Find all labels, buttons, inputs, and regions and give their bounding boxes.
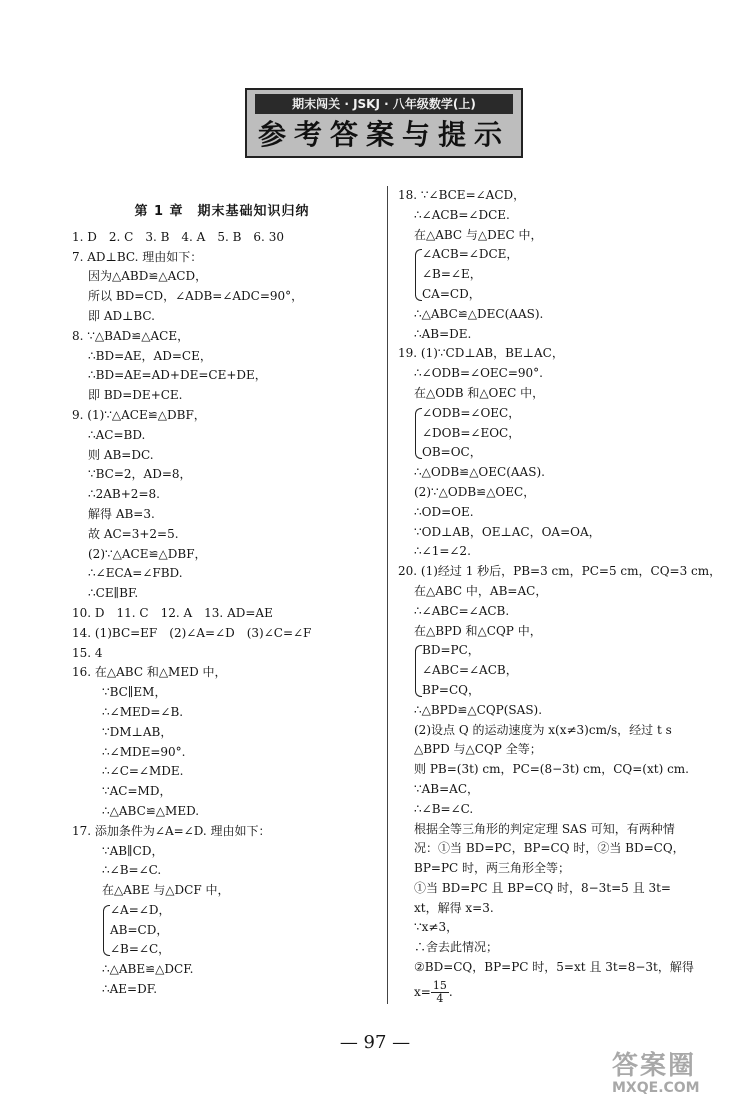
answer-line: ∠A=∠D， xyxy=(110,902,171,917)
brace-system xyxy=(414,245,713,304)
answer-line: OB=OC， xyxy=(422,445,482,460)
answer-line: ①当 BD=PC 且 BP=CQ 时，8−3t=5 且 3t= xyxy=(414,880,671,895)
answer-line: ∴CE∥BF. xyxy=(88,586,139,601)
answer-line: CA=CD， xyxy=(422,286,481,301)
answer-line: 7. AD⊥BC. 理由如下： xyxy=(72,249,203,264)
brace-system xyxy=(414,404,713,463)
chapter-title: 第 1 章 期末基础知识归纳 xyxy=(134,204,310,219)
answer-line: 9. (1)∵△ACE≌△DBF， xyxy=(72,407,206,422)
answer-line: 18. ∵∠BCE=∠ACD， xyxy=(398,188,526,202)
answer-line: 解得 AB=3. xyxy=(88,506,155,521)
answer-line-fraction xyxy=(398,980,713,1005)
right-column xyxy=(398,186,722,1005)
answer-line: 则 AB=DC. xyxy=(88,447,154,462)
answer-line: 即 BD=DE+CE. xyxy=(88,388,183,403)
answer-line: △BPD 与△CQP 全等； xyxy=(414,742,542,757)
answer-line: AB=CD， xyxy=(110,922,169,937)
banner-subtitle: 期末闯关 · JSKJ · 八年级数学(上) xyxy=(255,94,513,114)
answer-line: ∴AC=BD. xyxy=(88,427,146,442)
answer-line: 则 PB=(3t) cm，PC=(8−3t) cm，CQ=(xt) cm. xyxy=(414,762,689,777)
answer-line: ∠B=∠C， xyxy=(110,942,171,957)
answer-line: ∴∠MED=∠B. xyxy=(102,704,184,719)
answer-line: (2)∵△ODB≌△OEC， xyxy=(414,484,536,499)
answer-line: 在△ABC 与△DEC 中， xyxy=(414,227,543,242)
fraction-tail: . xyxy=(448,984,453,999)
left-column xyxy=(72,202,372,1000)
page-number: — 97 — xyxy=(339,1032,411,1053)
answer-line: ∵OD⊥AB，OE⊥AC，OA=OA， xyxy=(414,524,601,539)
answer-line: ∴∠1=∠2. xyxy=(414,544,471,559)
answer-line: (2)设点 Q 的运动速度为 x(x≠3)cm/s，经过 t s xyxy=(414,722,672,737)
answer-line: BP=PC 时，两三角形全等； xyxy=(414,861,571,876)
watermark-logo xyxy=(612,1052,700,1096)
answer-line: ∴舍去此情况； xyxy=(414,940,499,955)
answer-line: ∠B=∠E， xyxy=(422,267,482,282)
answer-line: ∵BC∥EM， xyxy=(102,685,167,700)
answer-line: 19. (1)∵CD⊥AB，BE⊥AC， xyxy=(398,346,564,361)
answer-line: 况：①当 BD=PC，BP=CQ 时，②当 BD=CQ， xyxy=(414,841,685,856)
answer-line: ∴∠ECA=∠FBD. xyxy=(88,566,183,581)
fraction xyxy=(431,980,449,1005)
answer-line: ∴∠B=∠C. xyxy=(102,863,162,878)
answer-line: ∴∠B=∠C. xyxy=(414,801,474,816)
answer-line: 即 AD⊥BC. xyxy=(88,308,155,323)
answer-line: ∴AE=DF. xyxy=(102,982,158,997)
answer-line: BP=CQ， xyxy=(422,682,480,697)
answer-line: ∴△ABE≌△DCF. xyxy=(102,962,194,977)
answer-line: xt，解得 x=3. xyxy=(414,900,494,915)
answer-line: ∴∠ODB=∠OEC=90°. xyxy=(414,366,543,381)
answer-text: x= xyxy=(414,984,431,999)
answer-line: ∠DOB=∠EOC， xyxy=(422,425,521,440)
header-banner xyxy=(245,88,523,158)
answer-line: 在△ABE 与△DCF 中， xyxy=(102,883,230,898)
answer-line: ∵x≠3， xyxy=(414,920,459,935)
answer-line: ∠ACB=∠DCE， xyxy=(422,247,519,262)
answer-line: 15. 4 xyxy=(72,645,103,660)
brace-system xyxy=(414,641,713,700)
answer-line: (2)∵△ACE≌△DBF， xyxy=(88,546,207,561)
answer-line: ∴AB=DE. xyxy=(414,326,472,341)
answer-line: ∴BD=AE=AD+DE=CE+DE， xyxy=(88,368,267,383)
answer-line: 在△ODB 和△OEC 中， xyxy=(414,385,545,400)
answer-line: 1. D 2. C 3. B 4. A 5. B 6. 30 xyxy=(72,229,284,244)
watermark-bottom: MXQE.COM xyxy=(612,1080,700,1096)
answer-line: ∴∠ACB=∠DCE. xyxy=(414,207,510,222)
answer-line: 14. (1)BC=EF (2)∠A=∠D (3)∠C=∠F xyxy=(72,625,312,640)
answer-line: 因为△ABD≌△ACD， xyxy=(88,269,208,284)
answer-line: 根据全等三角形的判定定理 SAS 可知，有两种情 xyxy=(414,821,675,836)
answer-line: 在△BPD 和△CQP 中， xyxy=(414,623,542,638)
answer-line: ∵DM⊥AB， xyxy=(102,724,173,739)
answer-line: 8. ∵△BAD≌△ACE， xyxy=(72,328,190,343)
answer-line: 故 AC=3+2=5. xyxy=(88,526,179,541)
answer-line: ∴△ABC≌△DEC(AAS). xyxy=(414,306,544,321)
answer-line: ∠ODB=∠OEC， xyxy=(422,405,521,420)
answer-line: ∴△ABC≌△MED. xyxy=(102,803,200,818)
answer-line: ∠ABC=∠ACB， xyxy=(422,663,518,678)
answer-line: 17. 添加条件为∠A=∠D. 理由如下： xyxy=(72,823,271,838)
watermark-top: 答案圈 xyxy=(612,1051,697,1081)
answer-line: ∴2AB+2=8. xyxy=(88,487,160,502)
brace-system xyxy=(102,901,372,960)
answer-line: ∴△BPD≌△CQP(SAS). xyxy=(414,702,543,717)
answer-line: 10. D 11. C 12. A 13. AD=AE xyxy=(72,605,273,620)
fraction-denominator: 4 xyxy=(436,991,444,1005)
answer-line: ∵AC=MD， xyxy=(102,784,172,799)
answer-line: ∵AB=AC， xyxy=(414,781,480,796)
answer-line: BD=PC， xyxy=(422,643,480,658)
answer-line: 20. (1)经过 1 秒后，PB=3 cm，PC=5 cm，CQ=3 cm， xyxy=(398,564,722,579)
answer-line: ∴OD=OE. xyxy=(414,504,474,519)
answer-line: ∴∠C=∠MDE. xyxy=(102,764,184,779)
banner-title: 参考答案与提示 xyxy=(257,118,510,151)
answer-line: 所以 BD=CD，∠ADB=∠ADC=90°， xyxy=(88,289,304,304)
answer-line: ∴∠MDE=90°. xyxy=(102,744,186,759)
answer-line: 16. 在△ABC 和△MED 中， xyxy=(72,665,227,680)
answer-line: ②BD=CQ，BP=PC 时，5=xt 且 3t=8−3t，解得 xyxy=(414,960,694,975)
answer-line: ∴∠ABC=∠ACB. xyxy=(414,603,510,618)
answer-line: ∴△ODB≌△OEC(AAS). xyxy=(414,465,545,480)
fraction-numerator: 15 xyxy=(432,978,447,992)
answer-line: ∵BC=2，AD=8， xyxy=(88,467,192,482)
answer-line: ∵AB∥CD， xyxy=(102,843,164,858)
answer-line: 在△ABC 中，AB=AC， xyxy=(414,583,548,598)
answer-line: ∴BD=AE，AD=CE， xyxy=(88,348,212,363)
column-divider xyxy=(387,186,388,1004)
